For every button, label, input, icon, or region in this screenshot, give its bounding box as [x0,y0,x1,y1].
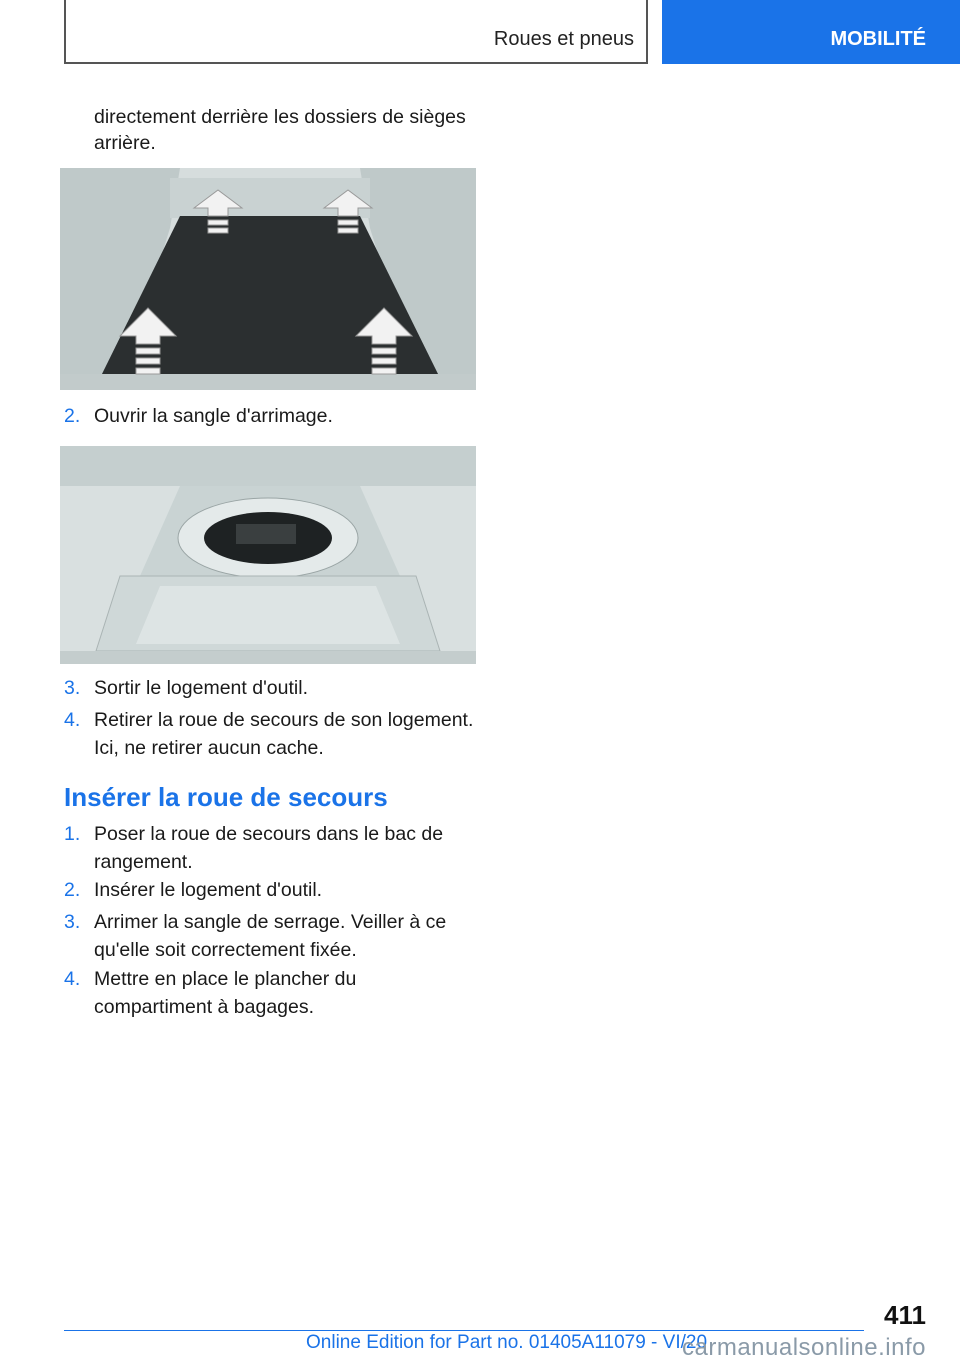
step-number: 2. [64,405,81,427]
edition-text: Online Edition for Part no. 01405A11079 - VI/20 [306,1332,708,1353]
step-text: Arrimer la sangle de serrage. Veiller à ce qu'elle soit correctement fixée. [94,911,447,961]
step-item [64,908,476,964]
step-text: Ouvrir la sangle d'arrimage. [94,405,333,427]
watermark: carmanualsonline.info [682,1334,926,1361]
trunk-floor-illustration [60,168,476,390]
step-number: 2. [64,879,81,901]
spare-wheel-well-illustration [60,446,476,664]
step-item [64,965,476,1021]
section-heading: Insérer la roue de secours [64,782,388,812]
step-item [64,820,476,876]
step-text: Insérer le logement d'outil. [94,879,323,901]
section-title: Roues et pneus [493,28,634,50]
step-item [64,402,476,430]
intro-text: directement derrière les dossiers de sièges arrière. [94,106,466,154]
step-number: 4. [64,709,81,731]
footer-divider [64,1330,864,1331]
page-number: 411 [884,1300,926,1330]
step-item [64,674,476,702]
step-text: Poser la roue de secours dans le bac de rangement. [94,823,444,873]
step-item [64,706,476,762]
step-text: Sortir le logement d'outil. [94,677,308,699]
chapter-tab[interactable]: MOBILITÉ [662,0,960,64]
step-text: Mettre en place le plancher du compartiment à bagages. [94,968,357,1018]
step-item [64,876,476,904]
step-text: Retirer la roue de secours de son logement. Ici, ne retirer aucun cache. [94,709,474,759]
step-number: 4. [64,968,81,990]
step-number: 3. [64,677,81,699]
step-number: 1. [64,823,81,845]
header-frame [64,0,648,64]
step-number: 3. [64,911,81,933]
